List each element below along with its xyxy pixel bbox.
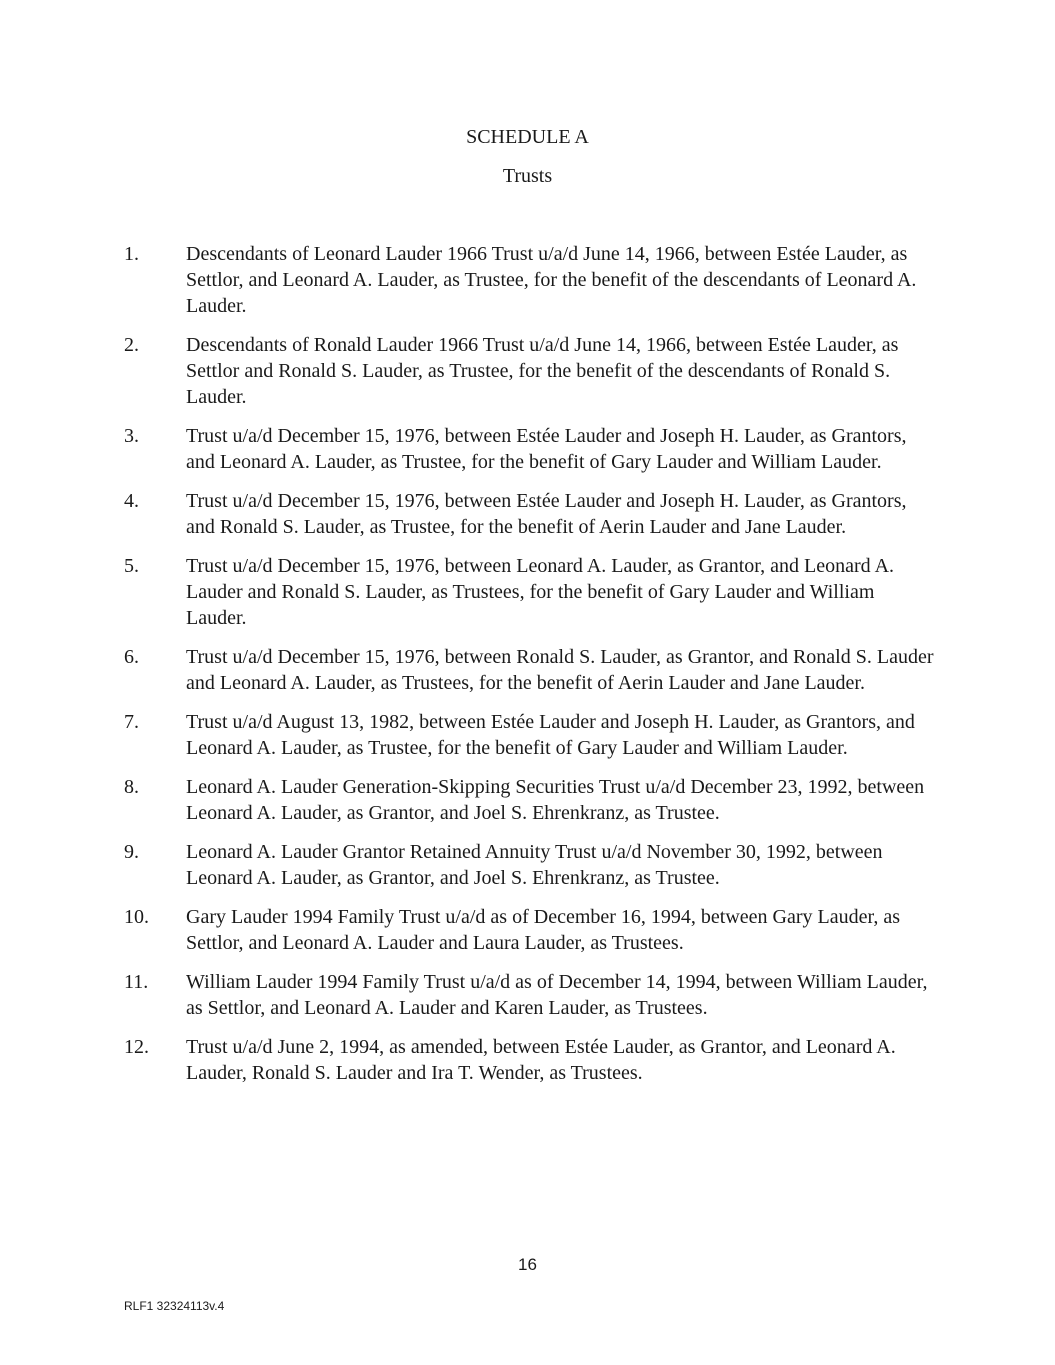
list-item-number: 9. <box>124 841 139 863</box>
list-item-number: 1. <box>124 243 139 265</box>
list-item-text: Gary Lauder 1994 Family Trust u/a/d as of December 16, 1994, between Gary Lauder, as Settlor, and Leonard A. Lauder and Laura Lauder, as Trustees. <box>186 906 901 954</box>
list-item-text: Trust u/a/d December 15, 1976, between Estée Lauder and Joseph H. Lauder, as Grantors, and Leonard A. Lauder, as Trustee, for the benefit of Gary Lauder and William Lauder. <box>186 425 907 473</box>
list-item-number: 2. <box>124 334 139 356</box>
list-item-number: 12. <box>124 1036 149 1058</box>
list-item-text: Trust u/a/d December 15, 1976, between Estée Lauder and Joseph H. Lauder, as Grantors, and Ronald S. Lauder, as Trustee, for the benefit of Aerin Lauder and Jane Lauder. <box>186 490 907 538</box>
list-item-number: 3. <box>124 425 139 447</box>
list-item-number: 10. <box>124 906 149 928</box>
document-id: RLF1 32324113v.4 <box>124 1299 225 1313</box>
list-item-text: Trust u/a/d December 15, 1976, between Ronald S. Lauder, as Grantor, and Ronald S. Lauder and Leonard A. Lauder, as Trustees, for the benefit of Aerin Lauder and Jane Lauder. <box>186 646 934 694</box>
list-item-number: 7. <box>124 711 139 733</box>
list-item <box>124 709 934 761</box>
list-item <box>124 644 934 696</box>
list-item <box>124 774 934 826</box>
list-item-number: 6. <box>124 646 139 668</box>
list-item-number: 11. <box>124 971 149 993</box>
list-item <box>124 1034 934 1086</box>
page-number: 16 <box>518 1255 537 1274</box>
list-item <box>124 332 934 410</box>
list-item <box>124 423 934 475</box>
list-item-text: William Lauder 1994 Family Trust u/a/d as of December 14, 1994, between William Lauder, as Settlor, and Leonard A. Lauder and Karen Lauder, as Trustees. <box>186 971 928 1019</box>
list-item <box>124 969 934 1021</box>
trust-list <box>124 241 934 1099</box>
list-item <box>124 553 934 631</box>
list-item-text: Leonard A. Lauder Grantor Retained Annuity Trust u/a/d November 30, 1992, between Leonard A. Lauder, as Grantor, and Joel S. Ehrenkranz, as Trustee. <box>186 841 883 889</box>
list-item-number: 4. <box>124 490 139 512</box>
list-item-number: 5. <box>124 555 139 577</box>
list-item-text: Trust u/a/d August 13, 1982, between Estée Lauder and Joseph H. Lauder, as Grantors, and Leonard A. Lauder, as Trustee, for the benefit of Gary Lauder and William Lauder. <box>186 711 915 759</box>
list-item <box>124 488 934 540</box>
list-item <box>124 241 934 319</box>
list-item-number: 8. <box>124 776 139 798</box>
list-item-text: Descendants of Ronald Lauder 1966 Trust u/a/d June 14, 1966, between Estée Lauder, as Settlor and Ronald S. Lauder, as Trustee, for the benefit of the descendants of Ronald S. Lauder. <box>186 334 899 408</box>
list-item <box>124 904 934 956</box>
list-item <box>124 839 934 891</box>
page-title: SCHEDULE A <box>466 126 589 148</box>
list-item-text: Leonard A. Lauder Generation-Skipping Securities Trust u/a/d December 23, 1992, between Leonard A. Lauder, as Grantor, and Joel S. Ehrenkranz, as Trustee. <box>186 776 925 824</box>
list-item-text: Trust u/a/d December 15, 1976, between Leonard A. Lauder, as Grantor, and Leonard A. Lauder and Ronald S. Lauder, as Trustees, for the benefit of Gary Lauder and William Lauder. <box>186 555 895 629</box>
list-item-text: Trust u/a/d June 2, 1994, as amended, between Estée Lauder, as Grantor, and Leonard A. Lauder, Ronald S. Lauder and Ira T. Wender, as Trustees. <box>186 1036 896 1084</box>
page-subtitle: Trusts <box>502 165 553 187</box>
list-item-text: Descendants of Leonard Lauder 1966 Trust u/a/d June 14, 1966, between Estée Lauder, as Settlor, and Leonard A. Lauder, as Trustee, for the benefit of the descendants of Leonard A. Lauder. <box>186 243 917 317</box>
